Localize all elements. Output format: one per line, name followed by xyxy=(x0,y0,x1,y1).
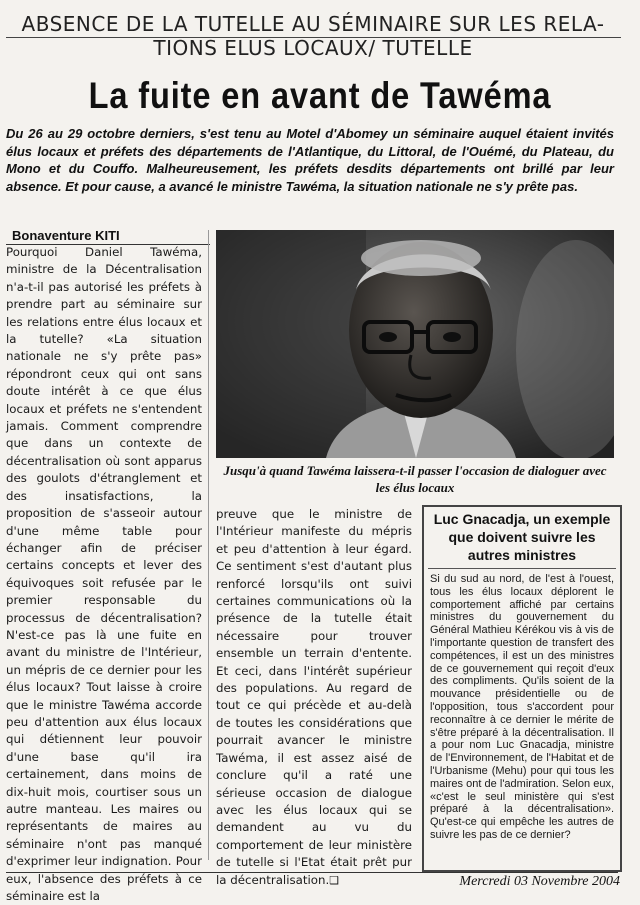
footer-rule xyxy=(6,872,618,873)
portrait-photo xyxy=(216,230,614,458)
column-divider xyxy=(208,230,209,860)
kicker-underline xyxy=(6,37,621,38)
sidebar-box-title-rule xyxy=(428,568,616,569)
photo-caption: Jusqu'à quand Tawéma laissera-t-il passer l'occasion de dialoguer avec les élus locaux xyxy=(223,463,607,495)
issue-date: Mercredi 03 Novembre 2004 xyxy=(459,874,620,889)
article-column-1: Pourquoi Daniel Tawéma, ministre de la Décentralisation n'a-t-il pas autorisé les préfets à prendre part au séminaire sur les relations entre élus locaux et la tutelle? «La situation nationale ne s'y prête pas» répondront ceux qui ont sans doute intérêt à ce que élus locaux et préfets ne s'entendent jamais. Comment comprendre que dans un contexte de décentralisation où sont apparus des goulots d'étranglement et des insatisfactions, la proposition de s'asseoir autour d'une même table pour échanger afin de préciser certains concepts et lever des équivoques soit refusée par le premier responsable du processus de décentralisation? N'est-ce pas là une fuite en avant du ministre de l'Intérieur, un mépris de ce dernier pour les élus locaux? Tout laisse à croire que le ministre Tawéma accorde peu d'attention aux élus locaux qui détiennent leur pouvoir d'une base qu'il ira certainement, dans moins de dix-huit mois, courtiser sous un autre manteau. Les maires ou représentants de maires au séminaire n'ont pas manqué d'exprimer leur indignation. Pour eux, l'absence des préfets à ce séminaire est la xyxy=(6,245,202,904)
article-column-2 xyxy=(216,506,412,889)
headline: La fuite en avant de Tawéma xyxy=(88,75,552,116)
byline: Bonaventure KITI xyxy=(12,228,120,243)
sidebar-box-text: Si du sud au nord, de l'est à l'ouest, tous les élus locaux déplorent le comportement affiché par certains ministres du gouvernement du Général Mathieu Kérékou vis à vis de l'importante question de transfert des compétences, il est un des ministres de ce gouvernement qui reçoit d'eux des compliments. Qu'ils soient de la mouvance présidentielle ou de l'opposition, tous s'accordent pour reconnaître à ce dernier le mérite de s'être préparé à la décentralisation. Il a pour nom Luc Gnacadja, ministre de l'Environnement, de l'Habitat et de l'Urbanisme (Mehu) pour qui tous les maires ont de l'admiration. Selon eux, «c'est le seul ministère qui s'est préparé à la décentralisation». Qu'est-ce qui empêche les autres de suivre les pas de ce dernier? xyxy=(430,573,614,841)
sidebar-box-title: Luc Gnacadja, un exemple que doivent suivre les autres ministres xyxy=(433,511,611,563)
end-of-article-mark: ❑ xyxy=(329,873,340,887)
lede-paragraph: Du 26 au 29 octobre derniers, s'est tenu au Motel d'Abomey un séminaire auquel étaient invités élus locaux et préfets des départements de l'Atlantique, du Littoral, de l'Ouémé, du Plateau, du Mono et du Couffo. Malheureusement, les préfets desdits départements ont brillé par leur absence. Et pour cause, a avancé le ministre Tawéma, la situation nationale ne s'y prête pas. xyxy=(6,126,614,194)
kicker-heading: ABSENCE DE LA TUTELLE AU SÉMINAIRE SUR LES RELA- TIONS ELUS LOCAUX/ TUTELLE xyxy=(21,12,605,60)
sidebar-box xyxy=(422,505,622,872)
article-column-2-text: preuve que le ministre de l'Intérieur manifeste du mépris et peu d'attention à leur égard. Ce sentiment s'est d'autant plus renforcé lorsqu'ils ont suivi certaines communications où la présence de la tutelle était nécessaire pour trouver ensemble un terrain d'entente. Et ceci, dans l'intérêt supérieur des populations. Au regard de tout ce qui précède et au-delà de toutes les considérations que pourrait avancer le ministre Tawéma, il est assez aisé de conclure qu'il a raté une sérieuse occasion de dialogue avec les élus locaux qui se demandent au vu du comportement de leur ministère de tutelle si l'Etat était prêt pur la décentralisation. xyxy=(216,507,412,887)
portrait-illustration xyxy=(216,230,614,458)
